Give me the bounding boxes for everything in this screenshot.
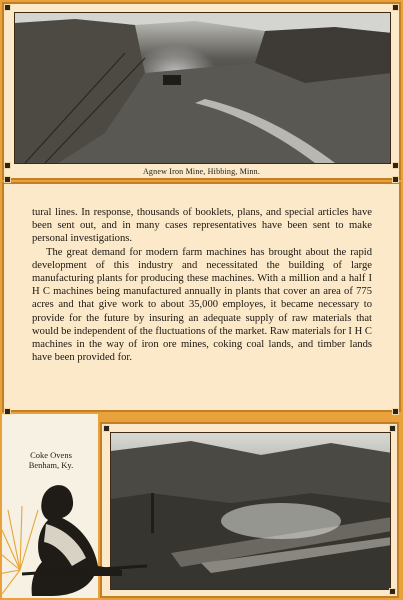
corner-marker <box>103 425 110 432</box>
corner-marker <box>392 162 399 169</box>
worker-figure <box>2 470 152 598</box>
corner-marker <box>4 176 11 183</box>
top-photo-panel <box>2 2 401 180</box>
corner-marker <box>392 4 399 11</box>
coke-ovens-photo <box>110 432 391 590</box>
paragraph-1: tural lines. In response, thousands of booklets, plans, and special articles have been sent out, and in many cases representatives have been sent to make personal investigations. <box>32 207 372 245</box>
steam-shovel <box>163 75 181 85</box>
coke-ovens-label-line2: Benham, Ky. <box>28 460 74 470</box>
photo-caption: Agnew Iron Mine, Hibbing, Minn. <box>142 167 261 176</box>
body-text <box>32 206 372 364</box>
agnew-iron-mine-photo <box>14 12 391 164</box>
coke-ovens-illustration <box>111 433 391 590</box>
paragraph-2: The great demand for modern farm machines has brought about the rapid development of this industry and necessitated the building of large manufacturing plants for producing these machines. With a million and a half I H C machines being manufactured annually in plants that cover an area of 775 acres and that give work to about 35,000 employes, it became necessary to provide for the future by insuring an adequate supply of raw materials that would be independent of the fluctuations of the market. Raw materials for I H C machines in the way of iron ore mines, coking coal lands, and timber lands have been provided for. <box>32 246 372 364</box>
corner-marker <box>392 408 399 415</box>
corner-marker <box>392 176 399 183</box>
mine-photo-illustration <box>15 13 391 164</box>
coke-ovens-label <box>16 450 86 470</box>
smoke <box>221 503 341 539</box>
corner-marker <box>389 425 396 432</box>
text-panel <box>2 182 401 412</box>
corner-marker <box>4 4 11 11</box>
corner-marker <box>4 162 11 169</box>
corner-marker <box>389 588 396 595</box>
coke-ovens-label-line1: Coke Ovens <box>30 450 72 460</box>
corner-marker <box>4 408 11 415</box>
